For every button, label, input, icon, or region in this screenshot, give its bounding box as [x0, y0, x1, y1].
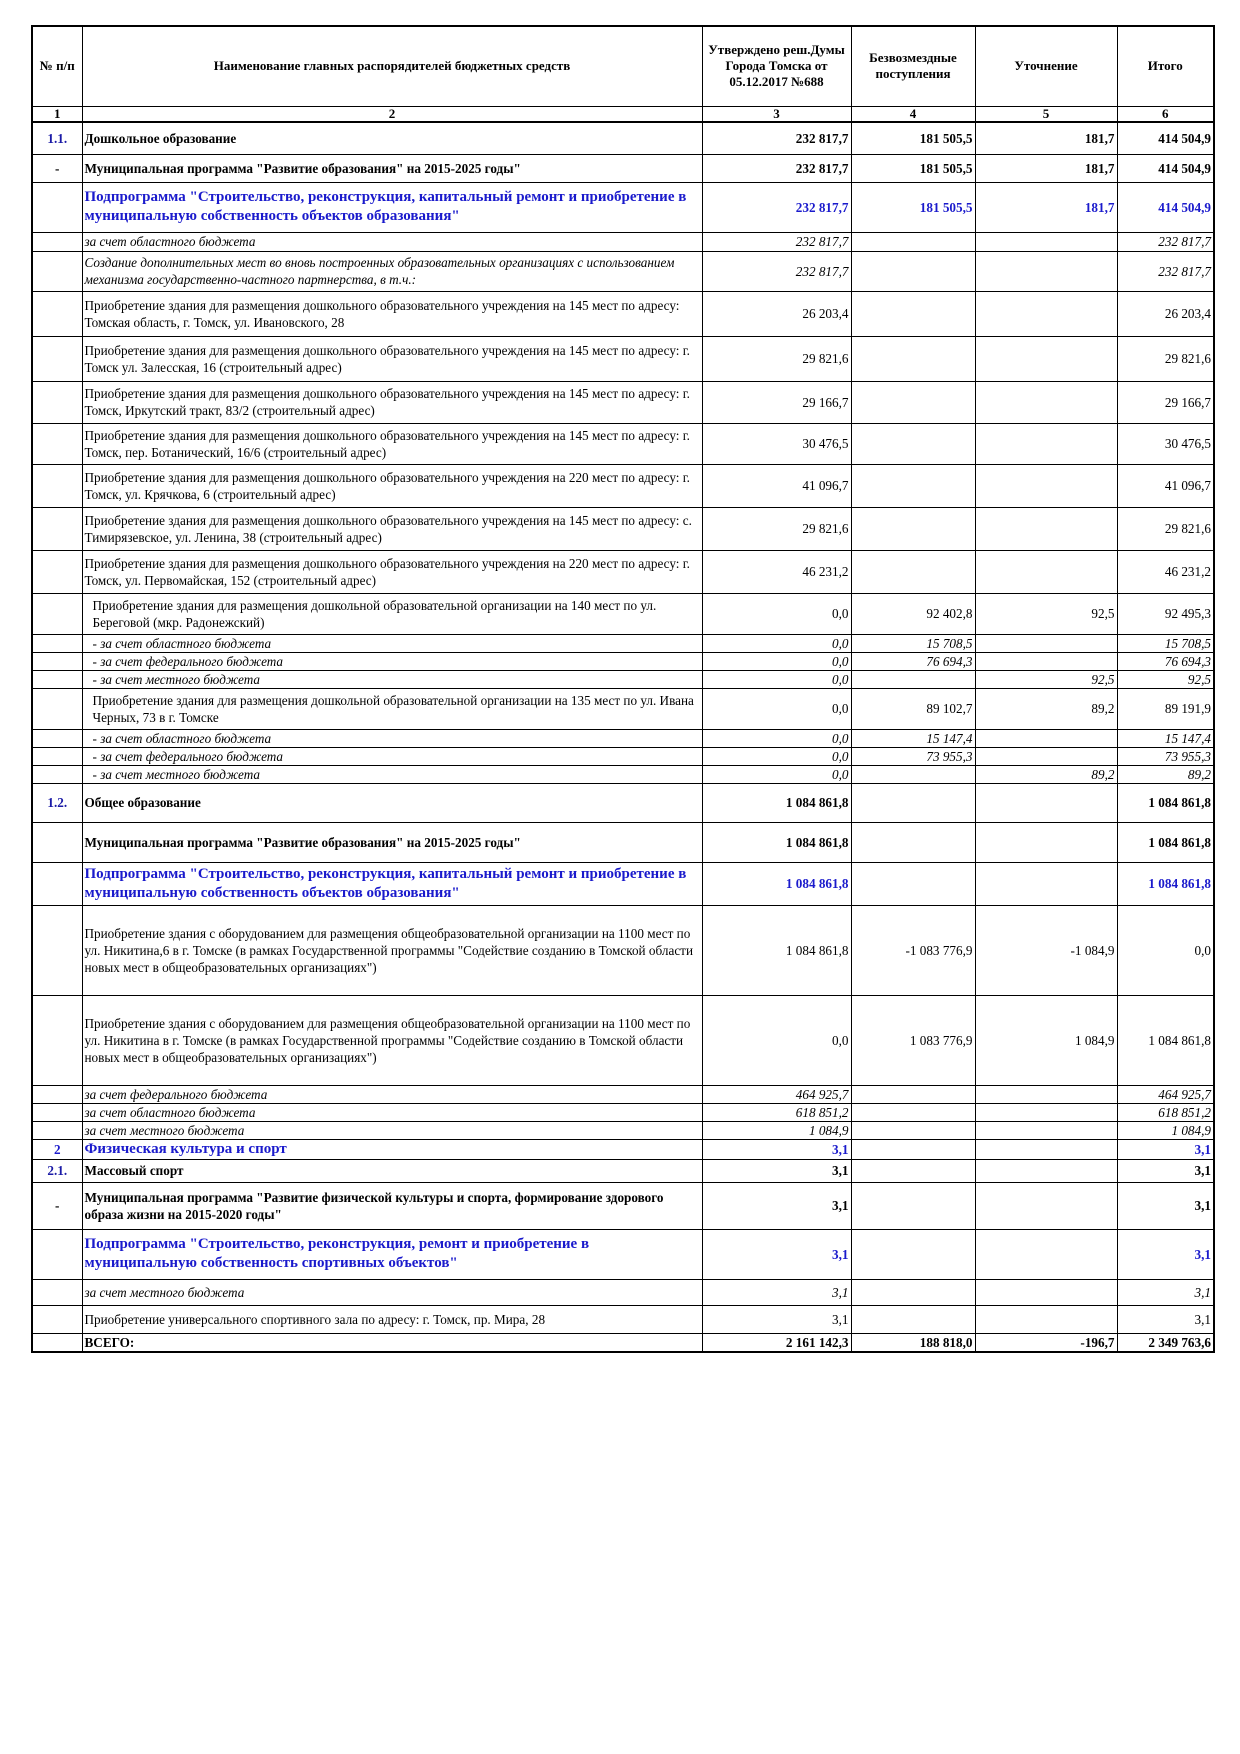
- row-number: [32, 1333, 82, 1352]
- row-spec: [975, 1305, 1117, 1333]
- row-approved: 0,0: [702, 688, 851, 729]
- row-number: [32, 291, 82, 336]
- row-approved: 46 231,2: [702, 550, 851, 593]
- row-name: Дошкольное образование: [82, 122, 702, 154]
- row-number: [32, 550, 82, 593]
- table-row: [32, 251, 1214, 291]
- row-total: 1 084,9: [1117, 1121, 1214, 1139]
- table-row: [32, 232, 1214, 251]
- row-spec: [975, 1159, 1117, 1182]
- row-free: [851, 1229, 975, 1279]
- row-name: - за счет областного бюджета: [82, 729, 702, 747]
- row-spec: [975, 550, 1117, 593]
- row-name: за счет федерального бюджета: [82, 1085, 702, 1103]
- header-row: [32, 26, 1214, 106]
- index-row: [32, 106, 1214, 122]
- row-total: 414 504,9: [1117, 122, 1214, 154]
- row-approved: 1 084 861,8: [702, 783, 851, 822]
- row-free: [851, 1305, 975, 1333]
- row-number: [32, 1279, 82, 1305]
- table-row: [32, 905, 1214, 995]
- row-total: 3,1: [1117, 1305, 1214, 1333]
- row-spec: 1 084,9: [975, 995, 1117, 1085]
- row-approved: 232 817,7: [702, 182, 851, 232]
- row-number: [32, 652, 82, 670]
- row-name: ВСЕГО:: [82, 1333, 702, 1352]
- table-row: [32, 1103, 1214, 1121]
- table-row: [32, 336, 1214, 381]
- row-number: [32, 688, 82, 729]
- row-approved: 29 166,7: [702, 381, 851, 423]
- row-spec: [975, 862, 1117, 905]
- table-row: [32, 688, 1214, 729]
- row-approved: 3,1: [702, 1279, 851, 1305]
- total-row: [32, 1333, 1214, 1352]
- row-total: 232 817,7: [1117, 232, 1214, 251]
- table-row: [32, 634, 1214, 652]
- row-free: [851, 670, 975, 688]
- row-name: Приобретение здания для размещения дошкольного образовательного учреждения на 145 мест по адресу: Томская область, г. Томск, ул. Ивановского, 28: [82, 291, 702, 336]
- table-row: [32, 1279, 1214, 1305]
- row-name: Муниципальная программа "Развитие образования" на 2015-2025 годы": [82, 822, 702, 862]
- row-name: Приобретение здания для размещения дошкольного образовательного учреждения на 145 мест по адресу: г. Томск ул. Залесская, 16 (строительный адрес): [82, 336, 702, 381]
- row-approved: 0,0: [702, 670, 851, 688]
- table-row: [32, 652, 1214, 670]
- row-spec: 181,7: [975, 154, 1117, 182]
- row-name: Муниципальная программа "Развитие образования" на 2015-2025 годы": [82, 154, 702, 182]
- row-number: -: [32, 154, 82, 182]
- row-spec: [975, 381, 1117, 423]
- row-spec: [975, 729, 1117, 747]
- row-free: [851, 464, 975, 507]
- row-free: [851, 765, 975, 783]
- row-number: [32, 1103, 82, 1121]
- row-approved: 3,1: [702, 1229, 851, 1279]
- row-free: 181 505,5: [851, 182, 975, 232]
- row-approved: 1 084 861,8: [702, 862, 851, 905]
- row-free: [851, 862, 975, 905]
- row-total: 1 084 861,8: [1117, 822, 1214, 862]
- row-number: [32, 995, 82, 1085]
- row-approved: 26 203,4: [702, 291, 851, 336]
- row-free: 76 694,3: [851, 652, 975, 670]
- row-free: -1 083 776,9: [851, 905, 975, 995]
- table-row: [32, 747, 1214, 765]
- row-total: 73 955,3: [1117, 747, 1214, 765]
- table-row: [32, 182, 1214, 232]
- header-num: № п/п: [32, 26, 82, 106]
- row-approved: 0,0: [702, 765, 851, 783]
- row-total: 3,1: [1117, 1229, 1214, 1279]
- row-total: 2 349 763,6: [1117, 1333, 1214, 1352]
- row-total: 46 231,2: [1117, 550, 1214, 593]
- row-spec: [975, 1103, 1117, 1121]
- table-row: [32, 783, 1214, 822]
- row-number: [32, 862, 82, 905]
- row-total: 3,1: [1117, 1182, 1214, 1229]
- row-approved: 464 925,7: [702, 1085, 851, 1103]
- row-name: Приобретение здания для размещения дошкольной образовательной организации на 135 мест по ул. Ивана Черных, 73 в г. Томске: [82, 688, 702, 729]
- row-approved: 232 817,7: [702, 122, 851, 154]
- row-name: - за счет федерального бюджета: [82, 747, 702, 765]
- row-approved: 30 476,5: [702, 423, 851, 464]
- table-row: [32, 593, 1214, 634]
- table-row: [32, 1182, 1214, 1229]
- row-free: [851, 423, 975, 464]
- table-row: [32, 1159, 1214, 1182]
- row-approved: 0,0: [702, 593, 851, 634]
- table-row: [32, 1305, 1214, 1333]
- row-approved: 0,0: [702, 729, 851, 747]
- row-total: 414 504,9: [1117, 154, 1214, 182]
- row-free: 92 402,8: [851, 593, 975, 634]
- row-number: [32, 765, 82, 783]
- table-row: [32, 122, 1214, 154]
- row-name: за счет местного бюджета: [82, 1279, 702, 1305]
- table-row: [32, 1121, 1214, 1139]
- row-spec: [975, 464, 1117, 507]
- row-total: 92 495,3: [1117, 593, 1214, 634]
- row-approved: 1 084 861,8: [702, 905, 851, 995]
- row-spec: [975, 1085, 1117, 1103]
- row-total: 26 203,4: [1117, 291, 1214, 336]
- row-approved: 0,0: [702, 652, 851, 670]
- row-name: - за счет федерального бюджета: [82, 652, 702, 670]
- row-total: 30 476,5: [1117, 423, 1214, 464]
- row-spec: [975, 291, 1117, 336]
- row-spec: 89,2: [975, 765, 1117, 783]
- row-name: - за счет местного бюджета: [82, 670, 702, 688]
- row-free: [851, 822, 975, 862]
- row-free: [851, 1103, 975, 1121]
- row-total: 15 147,4: [1117, 729, 1214, 747]
- row-number: -: [32, 1182, 82, 1229]
- index-cell: 2: [82, 106, 702, 122]
- row-free: [851, 783, 975, 822]
- row-free: [851, 232, 975, 251]
- row-approved: 1 084,9: [702, 1121, 851, 1139]
- table-row: [32, 423, 1214, 464]
- row-number: [32, 593, 82, 634]
- row-spec: -1 084,9: [975, 905, 1117, 995]
- header-free: Безвозмездные поступления: [851, 26, 975, 106]
- header-approved: Утверждено реш.Думы Города Томска от 05.12.2017 №688: [702, 26, 851, 106]
- row-number: [32, 182, 82, 232]
- row-total: 89 191,9: [1117, 688, 1214, 729]
- row-spec: [975, 423, 1117, 464]
- row-spec: [975, 634, 1117, 652]
- row-spec: [975, 232, 1117, 251]
- row-name: Приобретение здания с оборудованием для размещения общеобразовательной организации на 1100 мест по ул. Никитина в г. Томске (в рамках Государственной программы "Содействие созданию в Томской области новых мест в общеобразовательных организациях"): [82, 995, 702, 1085]
- table-row: [32, 862, 1214, 905]
- row-spec: [975, 336, 1117, 381]
- row-free: 1 083 776,9: [851, 995, 975, 1085]
- row-spec: 181,7: [975, 182, 1117, 232]
- row-number: [32, 1121, 82, 1139]
- row-number: [32, 822, 82, 862]
- row-approved: 232 817,7: [702, 232, 851, 251]
- row-free: 73 955,3: [851, 747, 975, 765]
- row-number: [32, 423, 82, 464]
- table-row: [32, 822, 1214, 862]
- row-free: [851, 550, 975, 593]
- row-number: [32, 232, 82, 251]
- table-row: [32, 670, 1214, 688]
- row-free: [851, 1085, 975, 1103]
- row-total: 3,1: [1117, 1159, 1214, 1182]
- table-row: [32, 1139, 1214, 1159]
- row-free: [851, 1159, 975, 1182]
- row-name: Муниципальная программа "Развитие физической культуры и спорта, формирование здорового образа жизни на 2015-2020 годы": [82, 1182, 702, 1229]
- row-free: [851, 507, 975, 550]
- row-approved: 232 817,7: [702, 251, 851, 291]
- budget-table: [31, 25, 1215, 1353]
- row-approved: 3,1: [702, 1305, 851, 1333]
- row-total: 89,2: [1117, 765, 1214, 783]
- row-total: 29 821,6: [1117, 507, 1214, 550]
- row-free: 15 147,4: [851, 729, 975, 747]
- row-approved: 0,0: [702, 747, 851, 765]
- row-name: за счет областного бюджета: [82, 232, 702, 251]
- row-approved: 3,1: [702, 1182, 851, 1229]
- row-total: 0,0: [1117, 905, 1214, 995]
- row-number: [32, 507, 82, 550]
- row-spec: [975, 652, 1117, 670]
- row-free: [851, 336, 975, 381]
- table-row: [32, 381, 1214, 423]
- row-name: Приобретение здания для размещения дошкольного образовательного учреждения на 145 мест по адресу: с. Тимирязевское, ул. Ленина, 38 (строительный адрес): [82, 507, 702, 550]
- header-spec: Уточнение: [975, 26, 1117, 106]
- row-spec: [975, 1279, 1117, 1305]
- row-free: 15 708,5: [851, 634, 975, 652]
- row-total: 1 084 861,8: [1117, 862, 1214, 905]
- row-number: [32, 381, 82, 423]
- row-spec: [975, 822, 1117, 862]
- table-row: [32, 291, 1214, 336]
- row-free: 188 818,0: [851, 1333, 975, 1352]
- row-number: [32, 336, 82, 381]
- row-spec: [975, 507, 1117, 550]
- header-total: Итого: [1117, 26, 1214, 106]
- row-number: [32, 464, 82, 507]
- row-number: [32, 1305, 82, 1333]
- row-spec: 92,5: [975, 670, 1117, 688]
- row-free: 181 505,5: [851, 154, 975, 182]
- row-approved: 29 821,6: [702, 507, 851, 550]
- row-free: [851, 381, 975, 423]
- row-approved: 41 096,7: [702, 464, 851, 507]
- row-total: 618 851,2: [1117, 1103, 1214, 1121]
- row-spec: [975, 1182, 1117, 1229]
- row-number: 2.1.: [32, 1159, 82, 1182]
- row-total: 1 084 861,8: [1117, 995, 1214, 1085]
- row-number: [32, 905, 82, 995]
- row-name: Приобретение здания для размещения дошкольного образовательного учреждения на 220 мест по адресу: г. Томск, ул. Крячкова, 6 (строительный адрес): [82, 464, 702, 507]
- row-name: Приобретение здания для размещения дошкольной образовательной организации на 140 мест по ул. Береговой (мкр. Радонежский): [82, 593, 702, 634]
- row-total: 76 694,3: [1117, 652, 1214, 670]
- row-spec: [975, 251, 1117, 291]
- row-name: Приобретение здания с оборудованием для размещения общеобразовательной организации на 1100 мест по ул. Никитина,6 в г. Томске (в рамках Государственной программы "Содействие созданию в Томской области новых мест в общеобразовательных организациях"): [82, 905, 702, 995]
- row-number: [32, 1229, 82, 1279]
- table-row: [32, 729, 1214, 747]
- row-name: - за счет местного бюджета: [82, 765, 702, 783]
- index-cell: 5: [975, 106, 1117, 122]
- row-total: 232 817,7: [1117, 251, 1214, 291]
- index-cell: 1: [32, 106, 82, 122]
- row-number: [32, 251, 82, 291]
- row-name: Подпрограмма "Строительство, реконструкция, капитальный ремонт и приобретение в муниципальную собственность объектов образования": [82, 182, 702, 232]
- table-row: [32, 464, 1214, 507]
- row-spec: [975, 1139, 1117, 1159]
- row-approved: 29 821,6: [702, 336, 851, 381]
- row-name: Приобретение универсального спортивного зала по адресу: г. Томск, пр. Мира, 28: [82, 1305, 702, 1333]
- row-total: 41 096,7: [1117, 464, 1214, 507]
- table-row: [32, 1229, 1214, 1279]
- row-name: за счет областного бюджета: [82, 1103, 702, 1121]
- row-free: [851, 1279, 975, 1305]
- row-spec: 92,5: [975, 593, 1117, 634]
- row-total: 3,1: [1117, 1139, 1214, 1159]
- table-row: [32, 507, 1214, 550]
- row-name: Приобретение здания для размещения дошкольного образовательного учреждения на 145 мест по адресу: г. Томск, пер. Ботанический, 16/6 (строительный адрес): [82, 423, 702, 464]
- row-approved: 3,1: [702, 1139, 851, 1159]
- row-spec: -196,7: [975, 1333, 1117, 1352]
- row-spec: [975, 1121, 1117, 1139]
- row-number: [32, 1085, 82, 1103]
- row-approved: 0,0: [702, 634, 851, 652]
- row-number: [32, 729, 82, 747]
- index-cell: 6: [1117, 106, 1214, 122]
- row-number: 1.2.: [32, 783, 82, 822]
- header-name: Наименование главных распорядителей бюджетных средств: [82, 26, 702, 106]
- row-spec: 89,2: [975, 688, 1117, 729]
- row-name: Подпрограмма "Строительство, реконструкция, ремонт и приобретение в муниципальную собственность спортивных объектов": [82, 1229, 702, 1279]
- row-total: 414 504,9: [1117, 182, 1214, 232]
- row-approved: 3,1: [702, 1159, 851, 1182]
- row-free: 181 505,5: [851, 122, 975, 154]
- row-spec: [975, 1229, 1117, 1279]
- row-approved: 0,0: [702, 995, 851, 1085]
- row-spec: [975, 747, 1117, 765]
- row-free: [851, 1139, 975, 1159]
- row-spec: 181,7: [975, 122, 1117, 154]
- row-name: Подпрограмма "Строительство, реконструкция, капитальный ремонт и приобретение в муниципальную собственность объектов образования": [82, 862, 702, 905]
- table-row: [32, 154, 1214, 182]
- row-approved: 2 161 142,3: [702, 1333, 851, 1352]
- row-free: [851, 251, 975, 291]
- row-number: 1.1.: [32, 122, 82, 154]
- row-name: за счет местного бюджета: [82, 1121, 702, 1139]
- row-name: Создание дополнительных мест во вновь построенных образовательных организациях с использованием механизма государственно-частного партнерства, в т.ч.:: [82, 251, 702, 291]
- row-total: 92,5: [1117, 670, 1214, 688]
- row-total: 464 925,7: [1117, 1085, 1214, 1103]
- table-row: [32, 1085, 1214, 1103]
- row-number: [32, 634, 82, 652]
- row-free: [851, 291, 975, 336]
- row-number: 2: [32, 1139, 82, 1159]
- row-number: [32, 670, 82, 688]
- row-spec: [975, 783, 1117, 822]
- row-approved: 1 084 861,8: [702, 822, 851, 862]
- row-total: 3,1: [1117, 1279, 1214, 1305]
- table-row: [32, 765, 1214, 783]
- index-cell: 4: [851, 106, 975, 122]
- table-row: [32, 995, 1214, 1085]
- index-cell: 3: [702, 106, 851, 122]
- row-free: 89 102,7: [851, 688, 975, 729]
- row-approved: 232 817,7: [702, 154, 851, 182]
- row-name: - за счет областного бюджета: [82, 634, 702, 652]
- row-name: Общее образование: [82, 783, 702, 822]
- row-total: 29 166,7: [1117, 381, 1214, 423]
- row-number: [32, 747, 82, 765]
- row-total: 29 821,6: [1117, 336, 1214, 381]
- row-name: Приобретение здания для размещения дошкольного образовательного учреждения на 220 мест по адресу: г. Томск, ул. Первомайская, 152 (строительный адрес): [82, 550, 702, 593]
- row-name: Приобретение здания для размещения дошкольного образовательного учреждения на 145 мест по адресу: г. Томск, Иркутский тракт, 83/2 (строительный адрес): [82, 381, 702, 423]
- row-total: 1 084 861,8: [1117, 783, 1214, 822]
- table-row: [32, 550, 1214, 593]
- row-name: Массовый спорт: [82, 1159, 702, 1182]
- row-free: [851, 1182, 975, 1229]
- row-approved: 618 851,2: [702, 1103, 851, 1121]
- row-total: 15 708,5: [1117, 634, 1214, 652]
- row-name: Физическая культура и спорт: [82, 1139, 702, 1159]
- row-free: [851, 1121, 975, 1139]
